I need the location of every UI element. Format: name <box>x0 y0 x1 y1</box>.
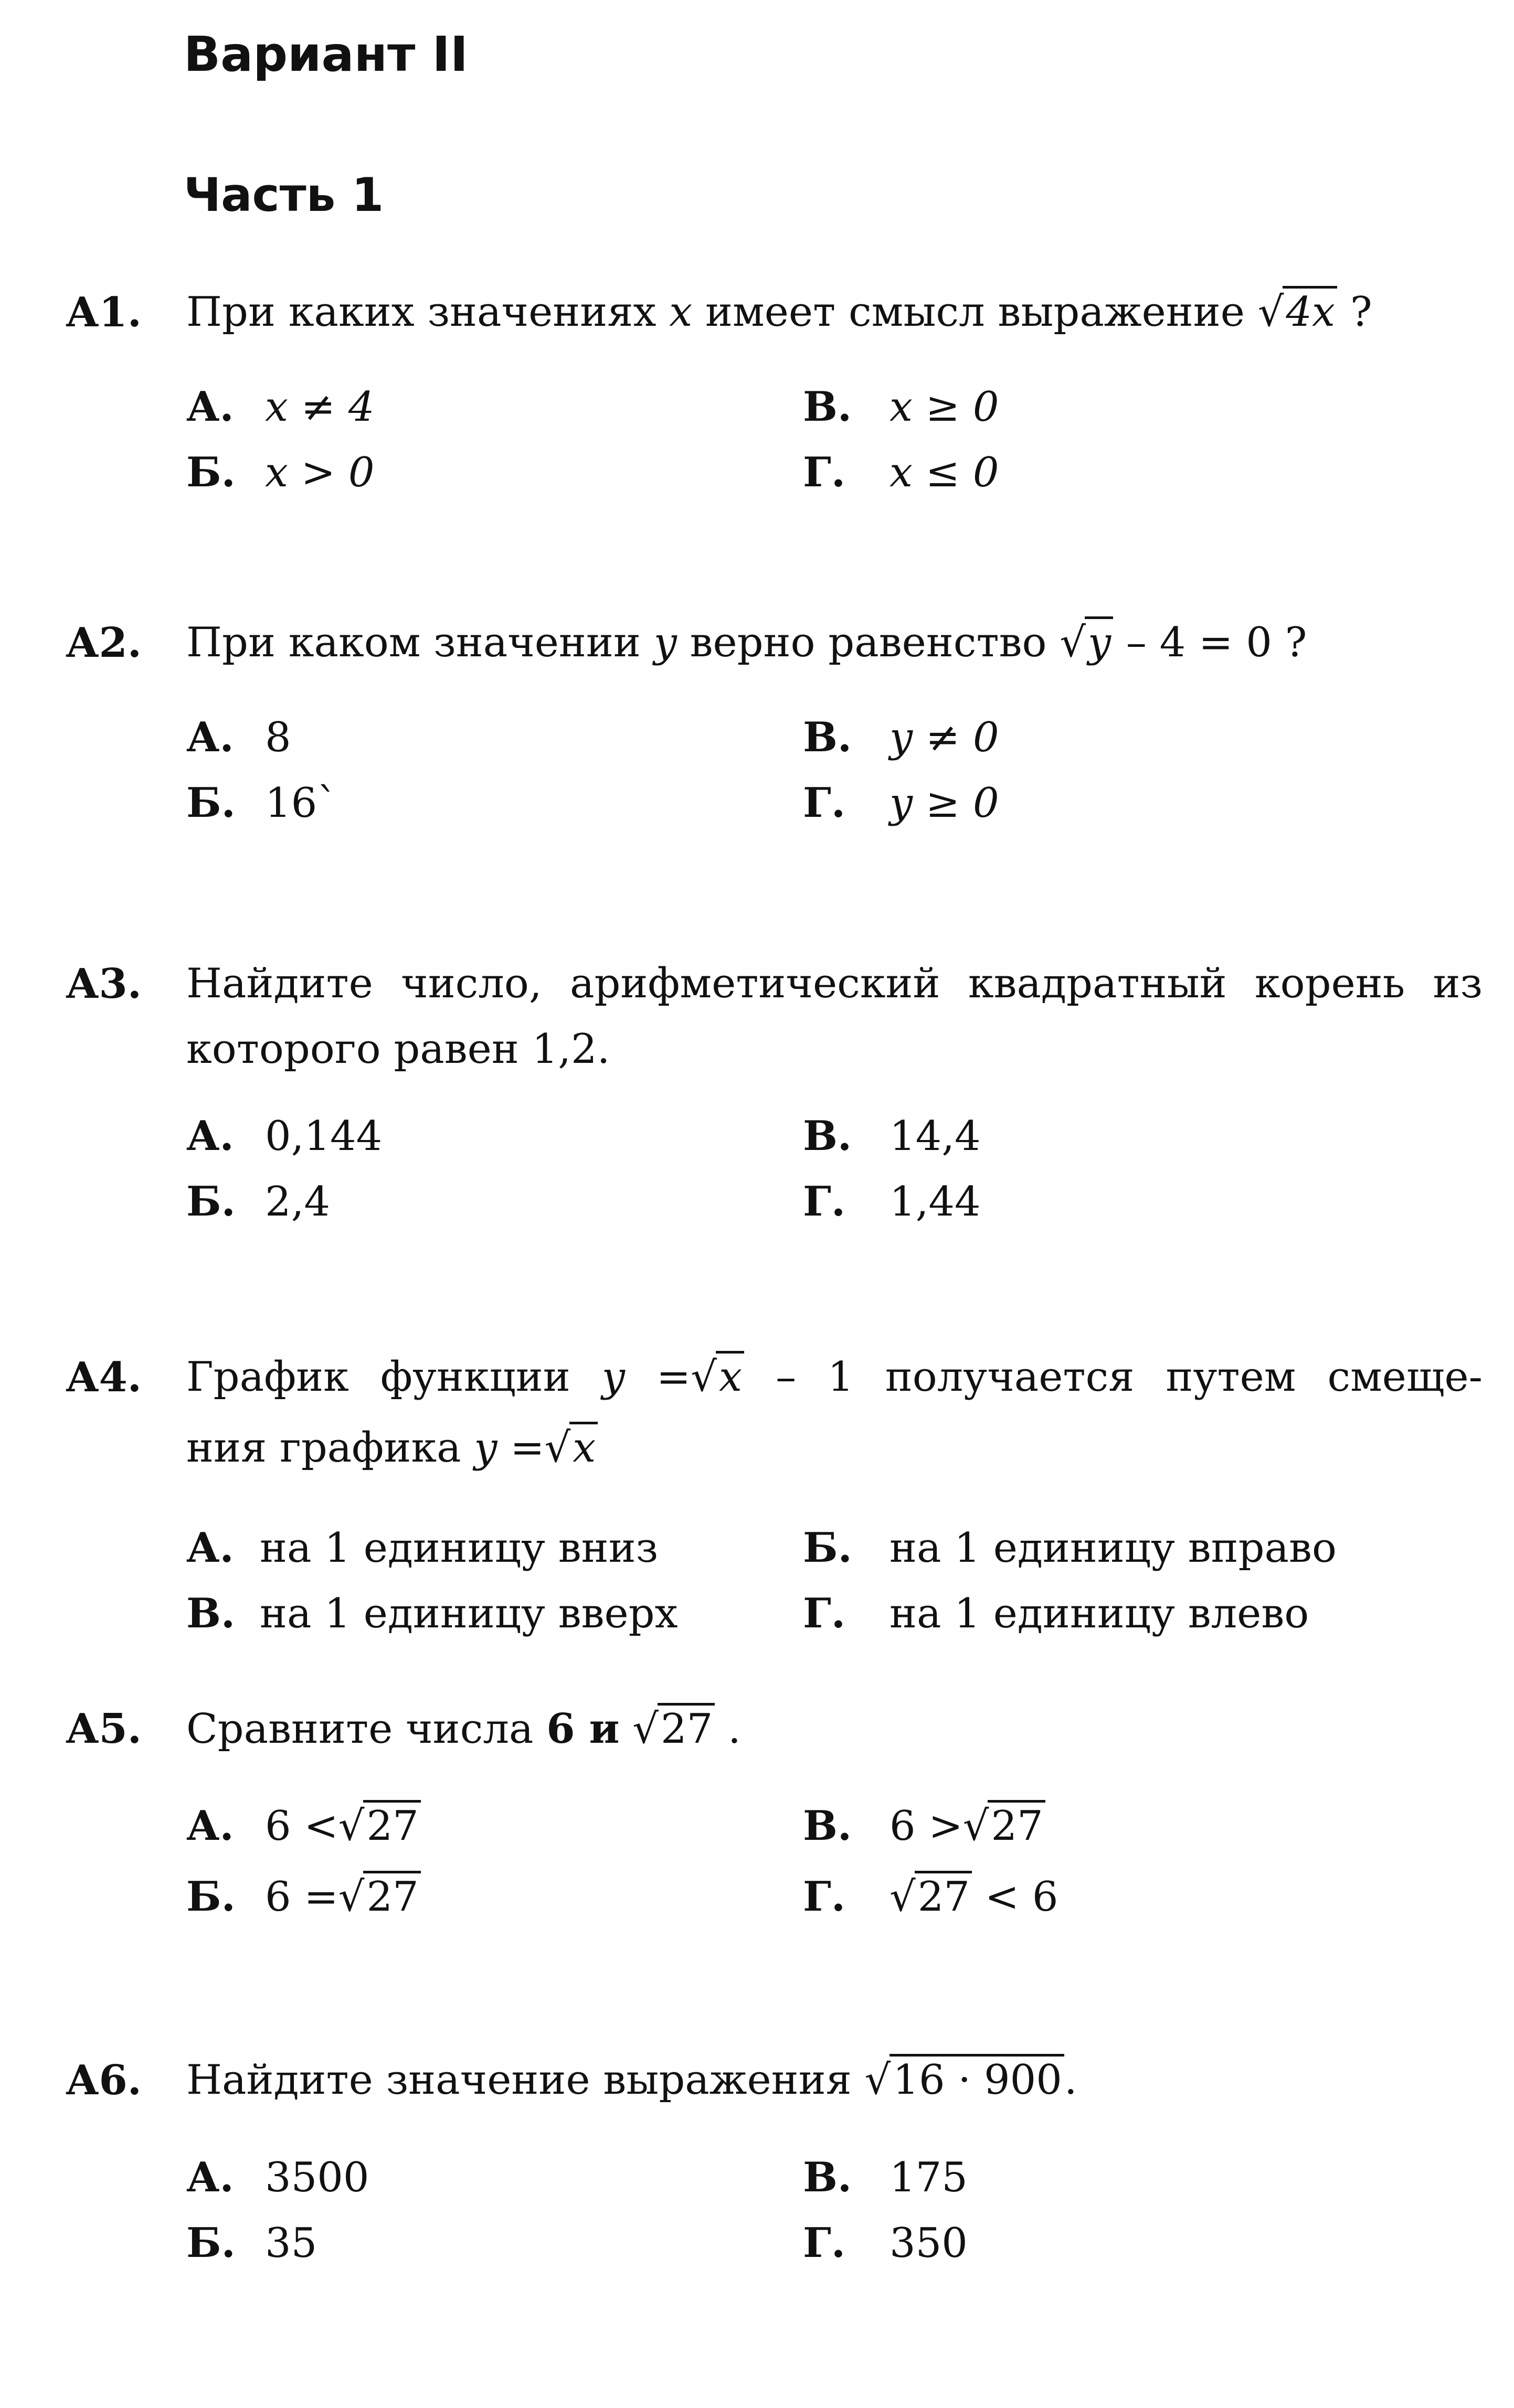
option-a[interactable]: А. 0,144 <box>186 1112 383 1160</box>
option-g[interactable]: Г. √27 < 6 <box>803 1873 1058 1921</box>
option-a[interactable]: А. 6 <√27 <box>186 1802 421 1850</box>
sqrt-expression: √x <box>691 1354 744 1401</box>
option-g[interactable]: Г. 1,44 <box>803 1178 981 1226</box>
question-text-line2: которого равен 1,2. <box>186 1026 610 1073</box>
option-g[interactable]: Г. на 1 единицу влево <box>803 1590 1309 1637</box>
question-number: А3. <box>66 960 142 1008</box>
part-title: Часть 1 <box>184 168 384 222</box>
question-number: А1. <box>66 289 142 336</box>
option-v[interactable]: В. 6 >√27 <box>803 1802 1045 1850</box>
option-v[interactable]: В. x ≥ 0 <box>803 383 999 431</box>
sqrt-expression: √x <box>545 1424 598 1472</box>
option-v[interactable]: В. на 1 единицу вверх <box>186 1590 678 1637</box>
option-a[interactable]: А. x ≠ 4 <box>186 383 375 431</box>
question-text: При каких значениях x имеет смысл выражение √4x ? <box>186 289 1372 336</box>
option-b[interactable]: Б. 35 <box>186 2219 317 2267</box>
option-g[interactable]: Г. 350 <box>803 2219 968 2267</box>
question-text: Сравните числа 6 и √27 . <box>186 1705 741 1753</box>
question-text: При каком значении y верно равенство √y – 4 = 0 ? <box>186 619 1307 666</box>
sqrt-expression: √y <box>1060 619 1113 666</box>
sqrt-expression: √16 · 900 <box>865 2057 1064 2104</box>
option-g[interactable]: Г. y ≥ 0 <box>803 779 999 827</box>
option-a[interactable]: А. 3500 <box>186 2154 369 2201</box>
question-text: Найдите значение выражения √16 · 900. <box>186 2057 1077 2104</box>
option-g[interactable]: Г. x ≤ 0 <box>803 449 999 496</box>
option-a[interactable]: А. 8 <box>186 713 291 761</box>
option-a[interactable]: А. на 1 единицу вниз <box>186 1524 659 1572</box>
question-number: А2. <box>66 619 142 667</box>
option-b[interactable]: Б. x > 0 <box>186 449 375 496</box>
question-text-line1: График функции y =√x – 1 получается путем смеще- <box>186 1354 1483 1401</box>
sqrt-expression: √4x <box>1258 289 1337 336</box>
option-v[interactable]: В. 175 <box>803 2154 968 2201</box>
question-number: А5. <box>66 1705 142 1753</box>
sqrt-expression: √27 <box>632 1706 715 1753</box>
option-b[interactable]: Б. 16` <box>186 779 338 827</box>
option-b[interactable]: Б. 6 =√27 <box>186 1873 421 1921</box>
variant-title: Вариант II <box>184 26 468 82</box>
option-b[interactable]: Б. 2,4 <box>186 1178 331 1226</box>
option-v[interactable]: В. 14,4 <box>803 1112 981 1160</box>
question-text-line1: Найдите число, арифметический квадратный корень из <box>186 960 1483 1007</box>
option-v[interactable]: В. y ≠ 0 <box>803 713 999 761</box>
option-b[interactable]: Б. на 1 единицу вправо <box>803 1524 1337 1572</box>
question-number: А4. <box>66 1354 142 1401</box>
question-number: А6. <box>66 2057 142 2104</box>
question-text-line2: ния графика y =√x <box>186 1424 598 1472</box>
